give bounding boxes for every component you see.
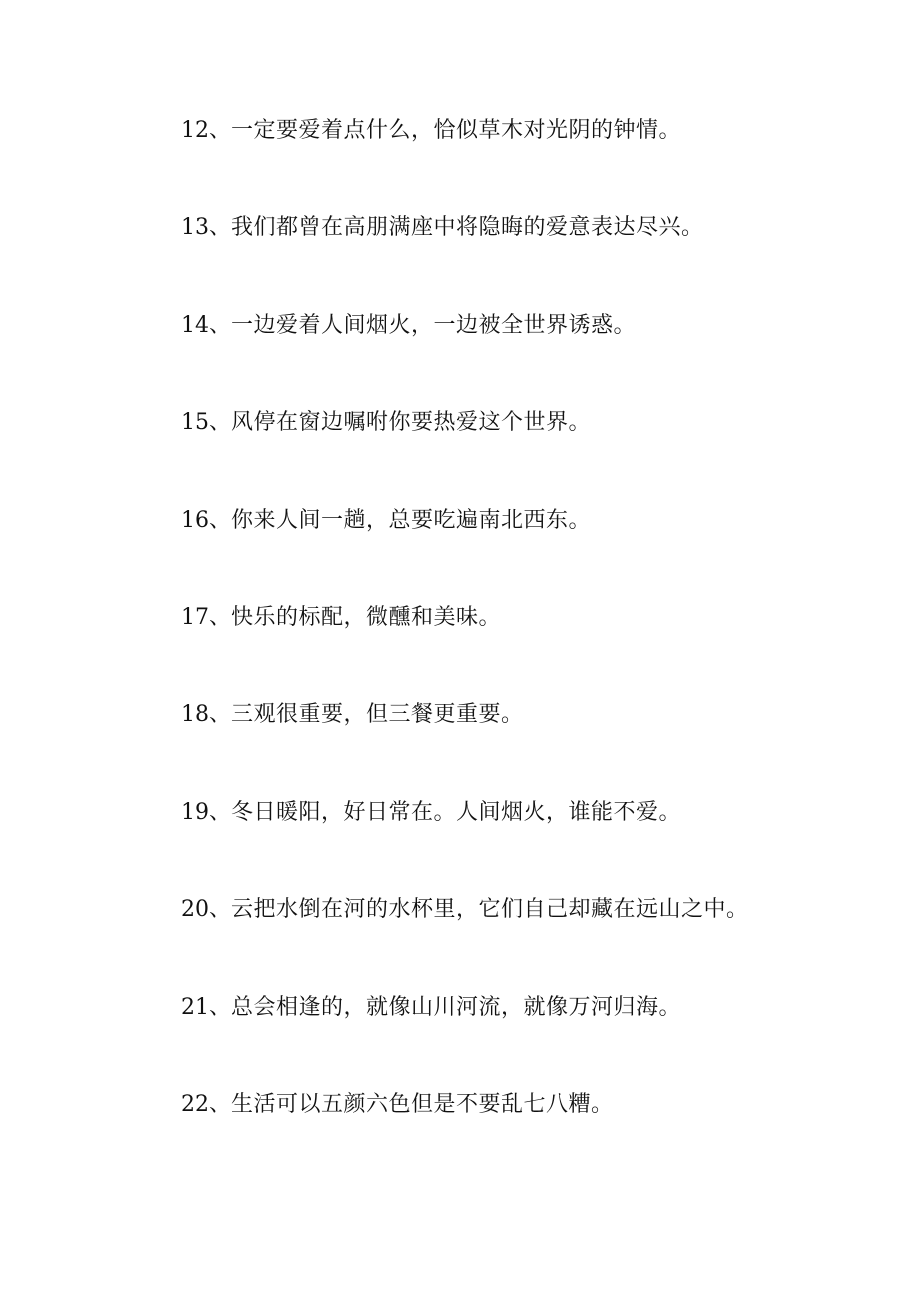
quote-line [181, 1087, 881, 1184]
quote-text: 总会相逢的，就像山川河流，就像万河归海。 [231, 994, 682, 1020]
quote-separator: 、 [209, 312, 232, 338]
quote-text: 风停在窗边嘱咐你要热爱这个世界。 [231, 410, 592, 436]
quote-text: 一定要爱着点什么，恰似草木对光阴的钟情。 [231, 118, 682, 143]
quote-separator: 、 [209, 702, 232, 728]
quote-line [181, 113, 881, 210]
quote-text: 我们都曾在高朋满座中将隐晦的爱意表达尽兴。 [231, 215, 704, 241]
quote-text: 云把水倒在河的水杯里，它们自己却藏在远山之中。 [231, 897, 749, 923]
quote-text: 冬日暖阳，好日常在。人间烟火，谁能不爱。 [231, 799, 682, 825]
quote-number: 12 [181, 118, 209, 143]
quote-text: 三观很重要，但三餐更重要。 [231, 702, 524, 728]
quote-separator: 、 [209, 799, 232, 825]
quote-number: 13 [181, 215, 209, 241]
quote-line [181, 308, 881, 405]
quote-separator: 、 [209, 1091, 232, 1117]
quote-number: 15 [181, 410, 209, 436]
quote-number: 21 [181, 994, 209, 1020]
quote-separator: 、 [209, 410, 232, 436]
quote-text: 生活可以五颜六色但是不要乱七八糟。 [231, 1091, 614, 1117]
quote-line [181, 405, 881, 502]
quote-line [181, 990, 881, 1087]
quote-number: 16 [181, 507, 209, 533]
quote-text: 一边爱着人间烟火，一边被全世界诱惑。 [231, 312, 637, 338]
quote-separator: 、 [209, 897, 232, 923]
quote-number: 22 [181, 1091, 209, 1117]
quote-list [181, 113, 881, 1184]
quote-line [181, 892, 881, 989]
quote-line [181, 210, 881, 307]
quote-line [181, 600, 881, 697]
quote-separator: 、 [209, 118, 232, 143]
quote-number: 14 [181, 312, 209, 338]
quote-text: 你来人间一趟，总要吃遍南北西东。 [231, 507, 592, 533]
quote-number: 20 [181, 897, 209, 923]
quote-text: 快乐的标配，微醺和美味。 [231, 604, 502, 630]
quote-separator: 、 [209, 604, 232, 630]
quote-number: 19 [181, 799, 209, 825]
quote-separator: 、 [209, 994, 232, 1020]
quote-separator: 、 [209, 507, 232, 533]
quote-line [181, 697, 881, 794]
quote-number: 17 [181, 604, 209, 630]
quote-line [181, 795, 881, 892]
quote-line [181, 503, 881, 600]
quote-number: 18 [181, 702, 209, 728]
quote-separator: 、 [209, 215, 232, 241]
